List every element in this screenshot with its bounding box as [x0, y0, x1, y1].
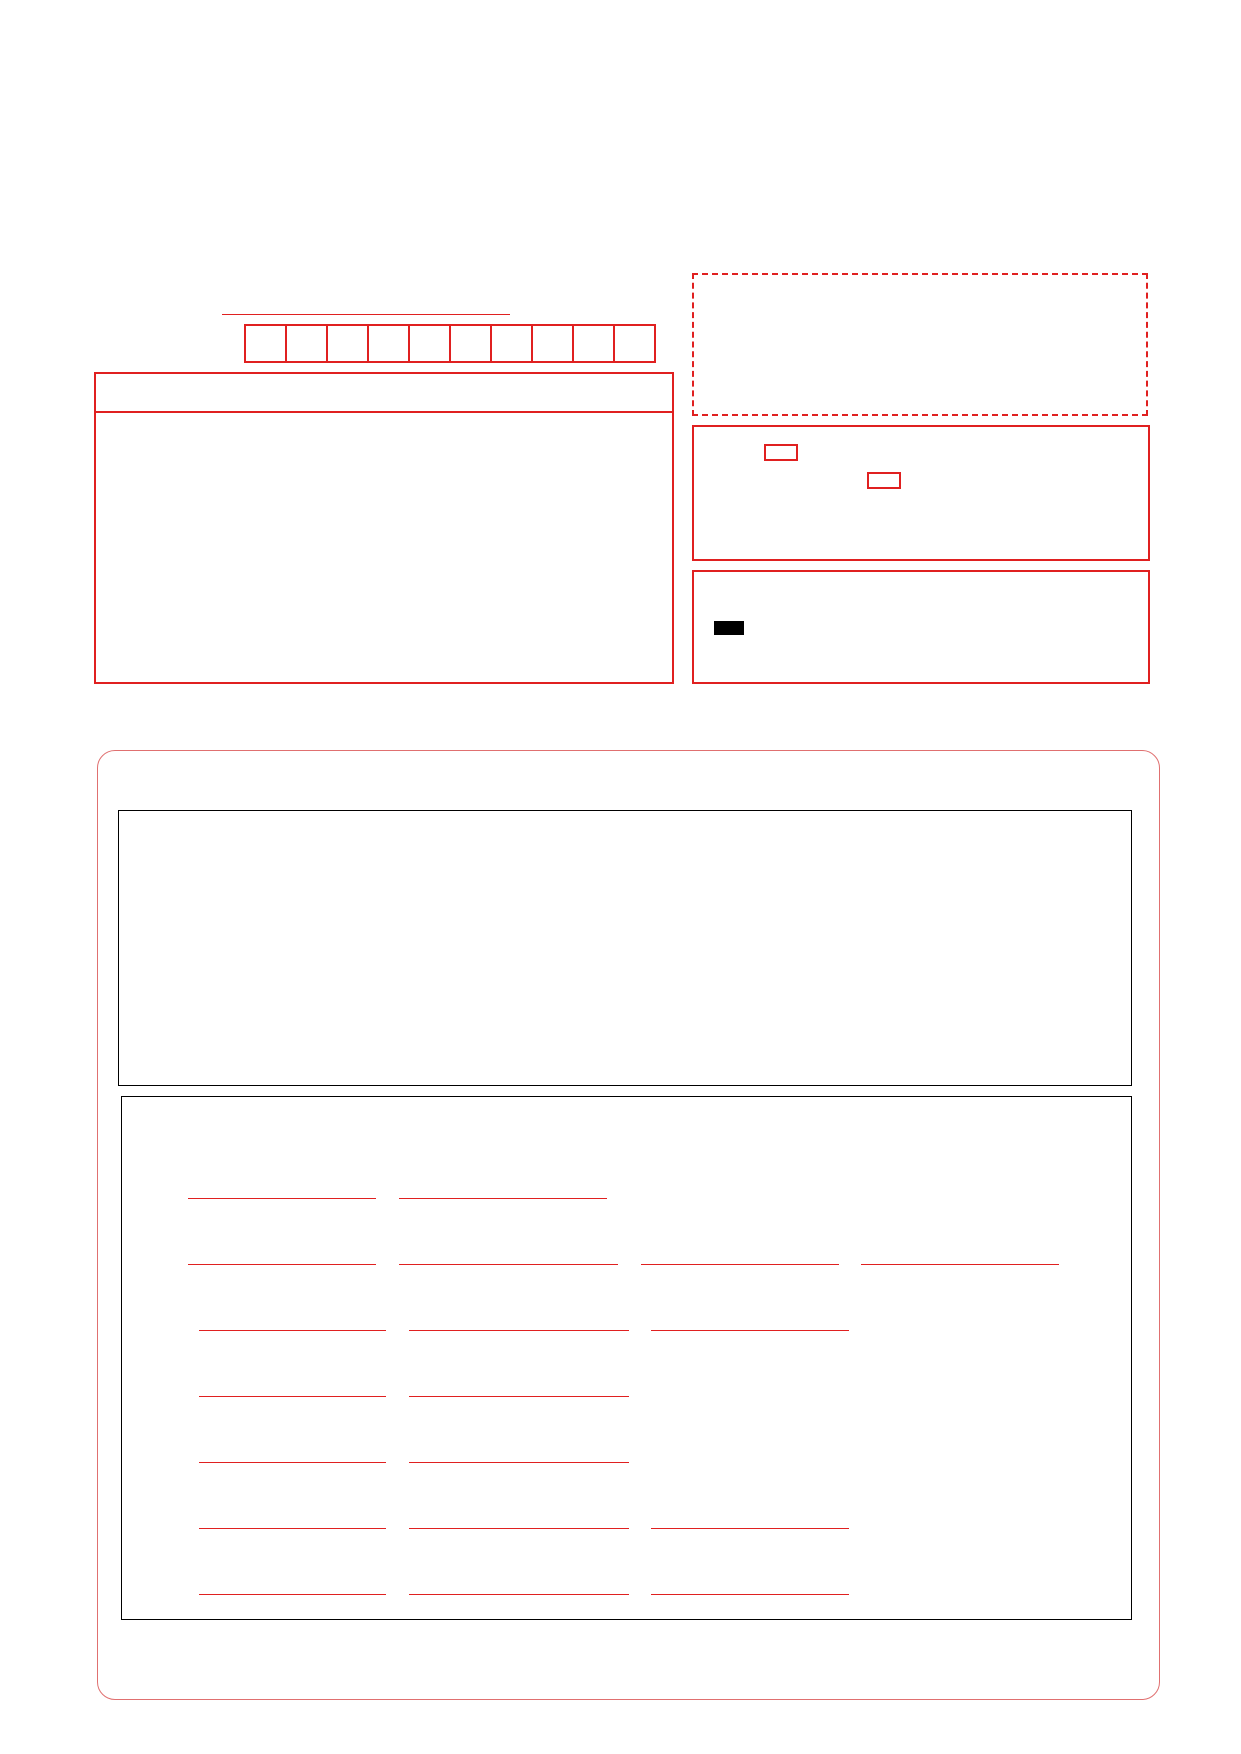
answer-blank[interactable] [399, 1198, 607, 1199]
name-field[interactable] [222, 314, 510, 315]
answer-blank[interactable] [199, 1594, 386, 1595]
answer-blank[interactable] [651, 1528, 849, 1529]
notice-box [94, 372, 674, 684]
top-timing-marks [82, 57, 1172, 81]
answer-blank[interactable] [399, 1264, 618, 1265]
answer-blank[interactable] [188, 1198, 376, 1199]
answer-blank[interactable] [861, 1264, 1059, 1265]
answer-blank[interactable] [199, 1462, 386, 1463]
violation-mark-box[interactable] [867, 472, 901, 489]
answer-blank[interactable] [651, 1330, 849, 1331]
fill-sample-box [692, 570, 1150, 684]
answer-blank[interactable] [409, 1330, 629, 1331]
answer-blank[interactable] [188, 1264, 376, 1265]
section-fill-blank [121, 1096, 1132, 1620]
answer-blank[interactable] [199, 1330, 386, 1331]
answer-blank[interactable] [409, 1396, 629, 1397]
answer-blank[interactable] [409, 1462, 629, 1463]
answer-blank[interactable] [651, 1594, 849, 1595]
answer-blank[interactable] [409, 1528, 629, 1529]
answer-blank[interactable] [409, 1594, 629, 1595]
sample-heading [710, 582, 1132, 614]
section-choice [118, 810, 1132, 1086]
answer-blank[interactable] [641, 1264, 839, 1265]
notice-heading [96, 374, 672, 413]
correct-fill-sample [714, 621, 744, 635]
barcode-area [692, 273, 1148, 416]
exam-id-boxes[interactable] [244, 324, 656, 363]
answer-blank[interactable] [199, 1528, 386, 1529]
proctor-only-box [692, 425, 1150, 561]
answer-blank[interactable] [199, 1396, 386, 1397]
absent-mark-box[interactable] [764, 444, 798, 461]
notice-body [96, 413, 672, 418]
